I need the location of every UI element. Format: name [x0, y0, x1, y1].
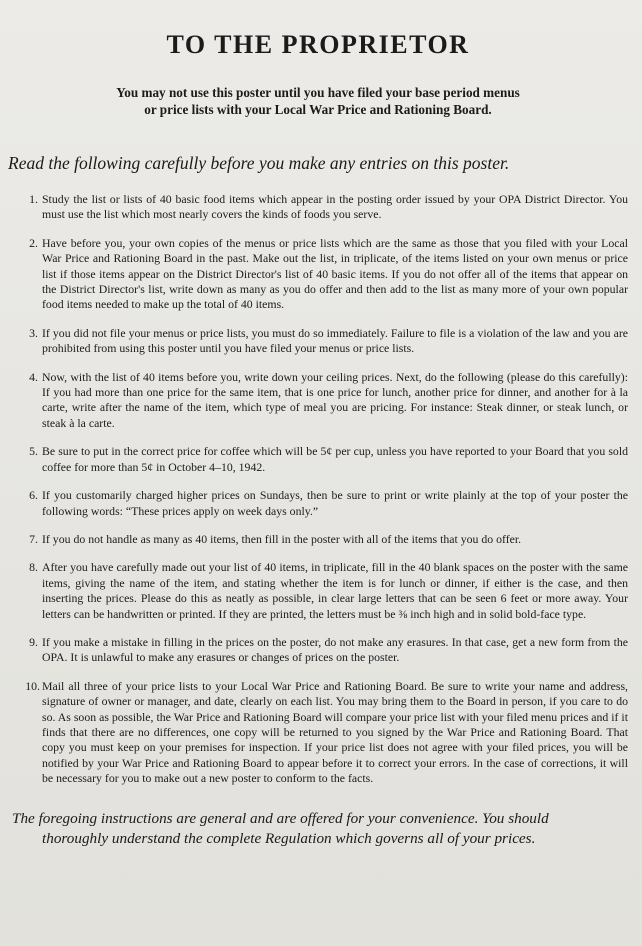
- instruction-text: Have before you, your own copies of the menus or price lists which are the same as those that you filed with your Local War Price and Rationing Board in the past. Make out the list, in triplicate, of the items listed on your own menus or price list if those items appear on the District Director's list of 40 basic items. If you do not offer all of the items that appear on the District Director's list, write down as many as you do offer and then add to the list as many more of your own popular food items needed to make up the total of 40 items.: [42, 235, 628, 312]
- subtitle-line-1: You may not use this poster until you have filed your base period menus: [116, 85, 520, 100]
- instruction-text: Mail all three of your price lists to your Local War Price and Rationing Board. Be sure to write your name and address, signature of owner or manager, and date, clearly on each list. You may bring them to the Board in person, if you care to do so. As soon as possible, the War Price and Rationing Board will compare your price list with your filed menu prices and if it finds that there are no differences, one copy will be returned to you signed by the War Price and Rationing Board. That copy you must keep on your premises for inspection. If your price list does not agree with your filed prices, you will be notified by your War Price and Rationing Board to appear before it to correct your errors. In the case of corrections, it will be necessary for you to make out a new poster to conform to the facts.: [42, 678, 628, 786]
- instruction-number: 9.: [29, 634, 38, 649]
- instruction-text: If you do not handle as many as 40 items, then fill in the poster with all of the items that you do offer.: [42, 531, 522, 546]
- instruction-number: 1.: [29, 192, 38, 206]
- instruction-item: [8, 370, 628, 432]
- instruction-text: Study the list or lists of 40 basic food items which appear in the posting order issued by your OPA District Director. You must use the list which most nearly covers the kinds of foods you serve.: [42, 192, 628, 222]
- instruction-item: [8, 532, 628, 547]
- instruction-text: If you make a mistake in filling in the prices on the poster, do not make any erasures. In that case, get a new form from the OPA. It is unlawful to make any erasures or changes of prices on the poster.: [42, 634, 628, 665]
- closing-line-1: The foregoing instructions are general and are offered for your convenience. You should: [12, 809, 549, 827]
- subtitle-line-2: or price lists with your Local War Price and Rationing Board.: [144, 102, 492, 117]
- instruction-number: 5.: [29, 444, 38, 459]
- instruction-number: 2.: [29, 235, 38, 250]
- closing-note: [8, 809, 628, 849]
- instruction-text: Be sure to put in the correct price for coffee which will be 5¢ per cup, unless you have reported to your Board that you sold coffee for more than 5¢ in October 4–10, 1942.: [42, 444, 628, 474]
- instruction-item: [8, 679, 628, 787]
- instruction-item: [8, 635, 628, 666]
- instruction-number: 3.: [29, 325, 38, 340]
- poster-subtitle: [8, 84, 628, 118]
- instruction-item: [8, 236, 628, 313]
- instruction-item: [8, 488, 628, 519]
- poster-title: TO THE PROPRIETOR: [166, 30, 470, 59]
- instruction-item: [8, 326, 628, 357]
- instruction-item: [8, 192, 628, 223]
- instruction-number: 4.: [29, 369, 38, 384]
- instruction-number: 6.: [29, 488, 38, 503]
- instruction-number: 8.: [29, 560, 38, 575]
- instruction-item: [8, 560, 628, 622]
- instruction-text: If you did not file your menus or price lists, you must do so immediately. Failure to file is a violation of the law and you are prohibited from using this poster until you have filed your menus or price lists.: [42, 325, 628, 356]
- instruction-text: If you customarily charged higher prices on Sundays, then be sure to print or write plainly at the top of your poster the following words: “These prices apply on week days only.”: [42, 488, 628, 518]
- instruction-list: [8, 192, 628, 787]
- instruction-text: Now, with the list of 40 items before you, write down your ceiling prices. Next, do the following (please do this carefully): If you had more than one price for the same item, that is one price for lunch, another price for dinner, and another for à la carte, write after the name of the item, which type of meal you are pricing. For instance: Steak dinner, or steak lunch, or steak à la carte.: [42, 369, 628, 430]
- instruction-text: After you have carefully made out your list of 40 items, in triplicate, fill in the 40 blank spaces on the poster with the same items, giving the name of the item, and stating whether the item is for lunch or dinner, if either is the case, and then inserting the prices. Please do this as neatly as possible, in clear large letters that can be seen 6 feet or more away. Your letters can be handwritten or printed. If they are printed, the letters must be ⅜ inch high and in solid bold-face type.: [42, 560, 628, 621]
- instruction-number: 7.: [29, 531, 38, 546]
- instruction-number: 10.: [25, 678, 40, 693]
- read-carefully-heading: Read the following carefully before you make any entries on this poster.: [8, 153, 510, 173]
- instruction-item: [8, 444, 628, 475]
- closing-line-2: thoroughly understand the complete Regulation which governs all of your prices.: [42, 829, 536, 847]
